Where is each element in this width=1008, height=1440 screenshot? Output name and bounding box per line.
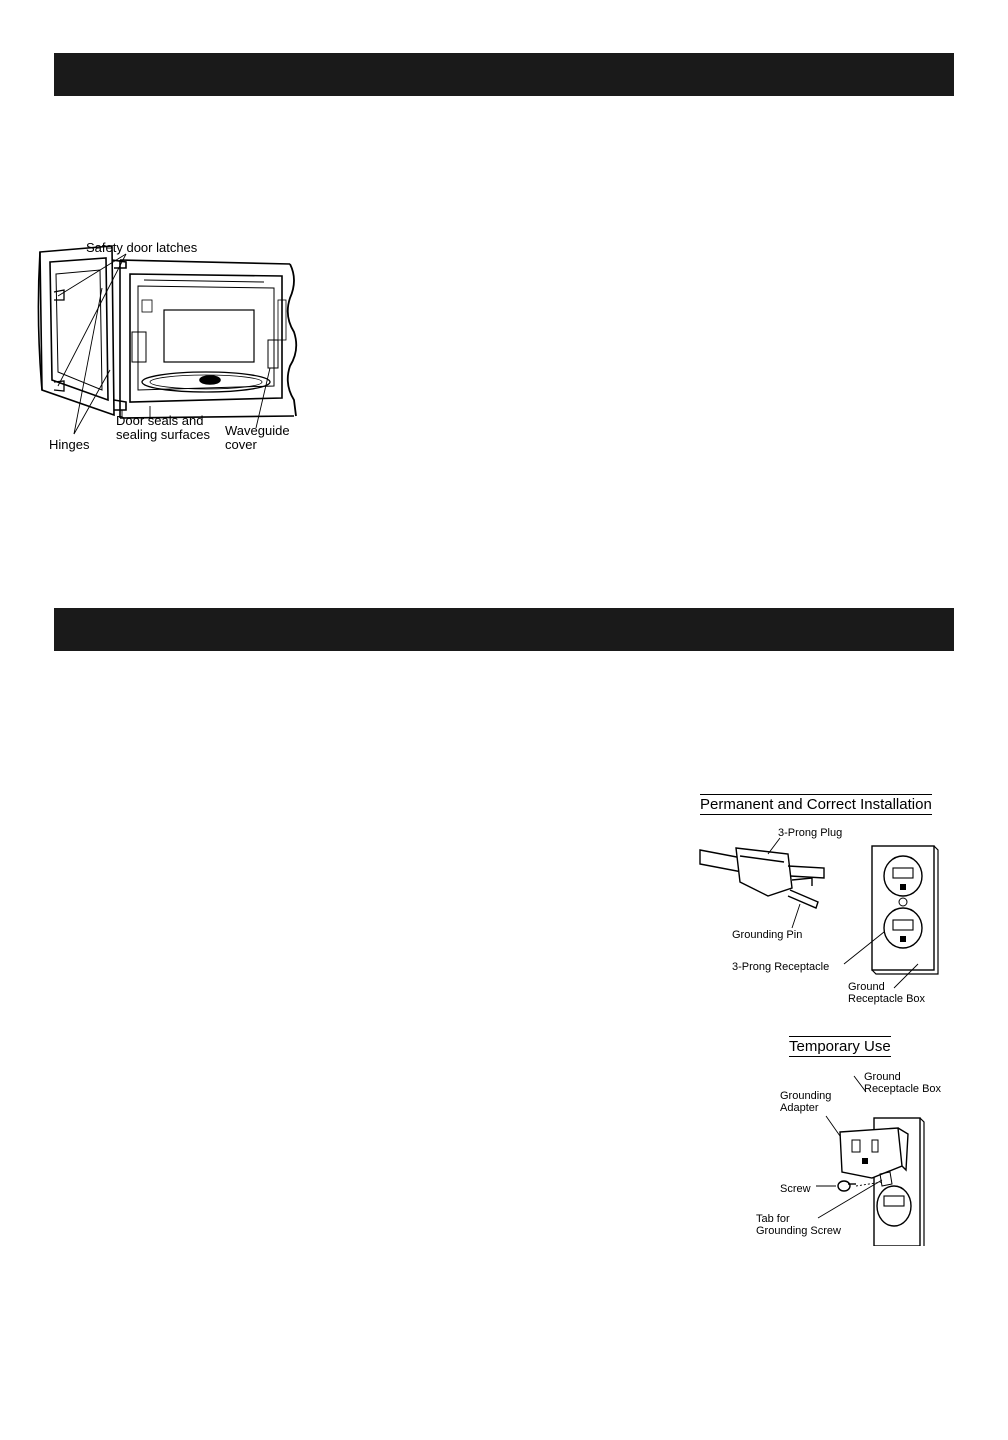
temporary-use-figure [752, 1036, 958, 1246]
label-tab-line2: Grounding Screw [756, 1225, 841, 1237]
label-3-prong-receptacle: 3-Prong Receptacle [732, 961, 830, 973]
label-temp-ground-box-line2: Receptacle Box [864, 1083, 942, 1095]
microwave-illustration [34, 240, 304, 455]
label-door-seals-line2: sealing surfaces [116, 427, 210, 442]
label-hinges: Hinges [49, 437, 90, 452]
label-waveguide-line2: cover [225, 437, 257, 452]
label-waveguide-line1: Waveguide [225, 423, 290, 438]
label-ground-box-line2: Receptacle Box [848, 993, 926, 1005]
label-screw: Screw [780, 1183, 811, 1195]
label-3-prong-plug: 3-Prong Plug [778, 827, 843, 839]
permanent-installation-heading: Permanent and Correct Installation [700, 796, 932, 813]
temporary-use-heading: Temporary Use [789, 1038, 891, 1055]
label-grounding-adapter-line1: Grounding [780, 1090, 832, 1102]
permanent-installation-figure [696, 792, 956, 1017]
label-ground-box-line1: Ground [848, 981, 885, 993]
plug-receptacle-drawing [696, 792, 956, 1017]
section-header-bar-1 [54, 53, 954, 96]
section-header-bar-2 [54, 608, 954, 651]
label-temp-ground-box-line1: Ground [864, 1071, 901, 1083]
label-grounding-adapter-line2: Adapter [780, 1102, 819, 1114]
label-tab-line1: Tab for [756, 1213, 790, 1225]
label-door-seals-line1: Door seals and [116, 413, 204, 428]
label-grounding-pin: Grounding Pin [732, 929, 803, 941]
label-safety-door-latches: Safety door latches [86, 240, 198, 255]
